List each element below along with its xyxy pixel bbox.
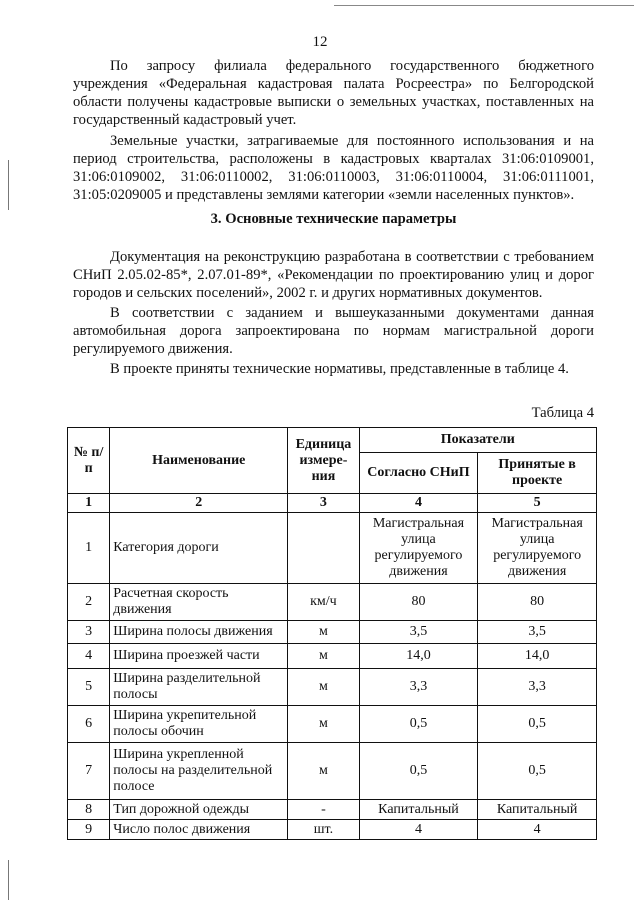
row-name: Ширина полосы движения [110, 621, 288, 644]
row-unit: м [288, 644, 359, 669]
table-caption: Таблица 4 [531, 405, 594, 421]
page-number: 12 [312, 34, 328, 50]
row-snip-value: 3,5 [359, 621, 478, 644]
row-number: 7 [68, 743, 110, 800]
table-row [68, 743, 597, 800]
row-name: Тип дорожной одежды [110, 800, 288, 820]
paragraph-table-intro: В проекте приняты технические нормативы, представленные в таблице 4. [110, 361, 569, 377]
row-number: 2 [68, 584, 110, 621]
row-number: 9 [68, 820, 110, 840]
scan-margin-mark [8, 860, 9, 900]
row-project-value: 0,5 [478, 743, 597, 800]
row-snip-value: 80 [359, 584, 478, 621]
row-name: Ширина укрепительной полосы обочин [110, 706, 288, 743]
table-row [68, 706, 597, 743]
row-name: Расчетная скорость движения [110, 584, 288, 621]
row-name: Ширина укрепленной полосы на разделительной полосе [110, 743, 288, 800]
row-project-value: 4 [478, 820, 597, 840]
header-name: Наименование [110, 428, 288, 494]
row-project-value: 80 [478, 584, 597, 621]
scan-margin-mark [8, 160, 9, 210]
table-row [68, 644, 597, 669]
row-snip-value: 0,5 [359, 706, 478, 743]
row-name: Категория дороги [110, 513, 288, 584]
row-project-value: 3,5 [478, 621, 597, 644]
table-header-row [68, 428, 597, 453]
table-row [68, 513, 597, 584]
row-unit: м [288, 743, 359, 800]
row-number: 3 [68, 621, 110, 644]
table-row [68, 584, 597, 621]
row-number: 5 [68, 669, 110, 706]
row-snip-value: 0,5 [359, 743, 478, 800]
row-snip-value: Капитальный [359, 800, 478, 820]
row-snip-value: Магистральная улица регулируемого движения [359, 513, 478, 584]
row-project-value: 3,3 [478, 669, 597, 706]
row-unit: - [288, 800, 359, 820]
technical-parameters-table [67, 427, 597, 840]
row-snip-value: 4 [359, 820, 478, 840]
table-row [68, 621, 597, 644]
header-project: Принятые в проекте [478, 453, 597, 494]
paragraph-design-norms: В соответствии с заданием и вышеуказанными документами данная автомобильная дорога запроектирована по нормам магистральной дороги регулируемого движения. [73, 305, 594, 357]
row-name: Ширина разделительной полосы [110, 669, 288, 706]
col-number: 1 [68, 494, 110, 513]
header-snip: Согласно СНиП [359, 453, 478, 494]
row-unit: км/ч [288, 584, 359, 621]
row-number: 6 [68, 706, 110, 743]
header-unit: Единица измере-ния [288, 428, 359, 494]
row-unit [288, 513, 359, 584]
col-number: 3 [288, 494, 359, 513]
table-row [68, 669, 597, 706]
row-project-value: 0,5 [478, 706, 597, 743]
table-row [68, 800, 597, 820]
header-indicators: Показатели [359, 428, 596, 453]
paragraph-documentation: Документация на реконструкцию разработана в соответствии с требованием СНиП 2.05.02-85*, 2.07.01-89*, «Рекомендации по проектированию улиц и дорог городов и сельских поселений», 2002 г. и других нормативных документов. [73, 249, 594, 301]
row-snip-value: 14,0 [359, 644, 478, 669]
row-number: 8 [68, 800, 110, 820]
column-number-row [68, 494, 597, 513]
col-number: 4 [359, 494, 478, 513]
row-project-value: 14,0 [478, 644, 597, 669]
col-number: 5 [478, 494, 597, 513]
document-body [73, 57, 594, 378]
row-unit: шт. [288, 820, 359, 840]
row-unit: м [288, 706, 359, 743]
row-project-value: Магистральная улица регулируемого движения [478, 513, 597, 584]
row-number: 1 [68, 513, 110, 584]
row-number: 4 [68, 644, 110, 669]
row-snip-value: 3,3 [359, 669, 478, 706]
header-number: № п/п [68, 428, 110, 494]
paragraph-cadastral-request: По запросу филиала федерального государственного бюджетного учреждения «Федеральная кадастровая палата Росреестра» по Белгородской области получены кадастровые выписки о земельных участках, поставленных на государственный кадастровый учет. [73, 58, 594, 128]
row-unit: м [288, 669, 359, 706]
col-number: 2 [110, 494, 288, 513]
row-unit: м [288, 621, 359, 644]
row-name: Ширина проезжей части [110, 644, 288, 669]
row-project-value: Капитальный [478, 800, 597, 820]
section-heading: 3. Основные технические параметры [210, 211, 457, 227]
scan-edge-line [334, 5, 634, 7]
row-name: Число полос движения [110, 820, 288, 840]
spacer [73, 236, 594, 248]
paragraph-land-plots: Земельные участки, затрагиваемые для постоянного использования и на период строительства, расположены в кадастровых кварталах 31:06:0109001, 31:06:0109002, 31:06:0110002, 31:06:0110003, 31:06:0110004, 31:06:0111001, 31:05:0209005 и представлены землями категории «земли населенных пунктов». [73, 133, 594, 203]
table-row [68, 820, 597, 840]
